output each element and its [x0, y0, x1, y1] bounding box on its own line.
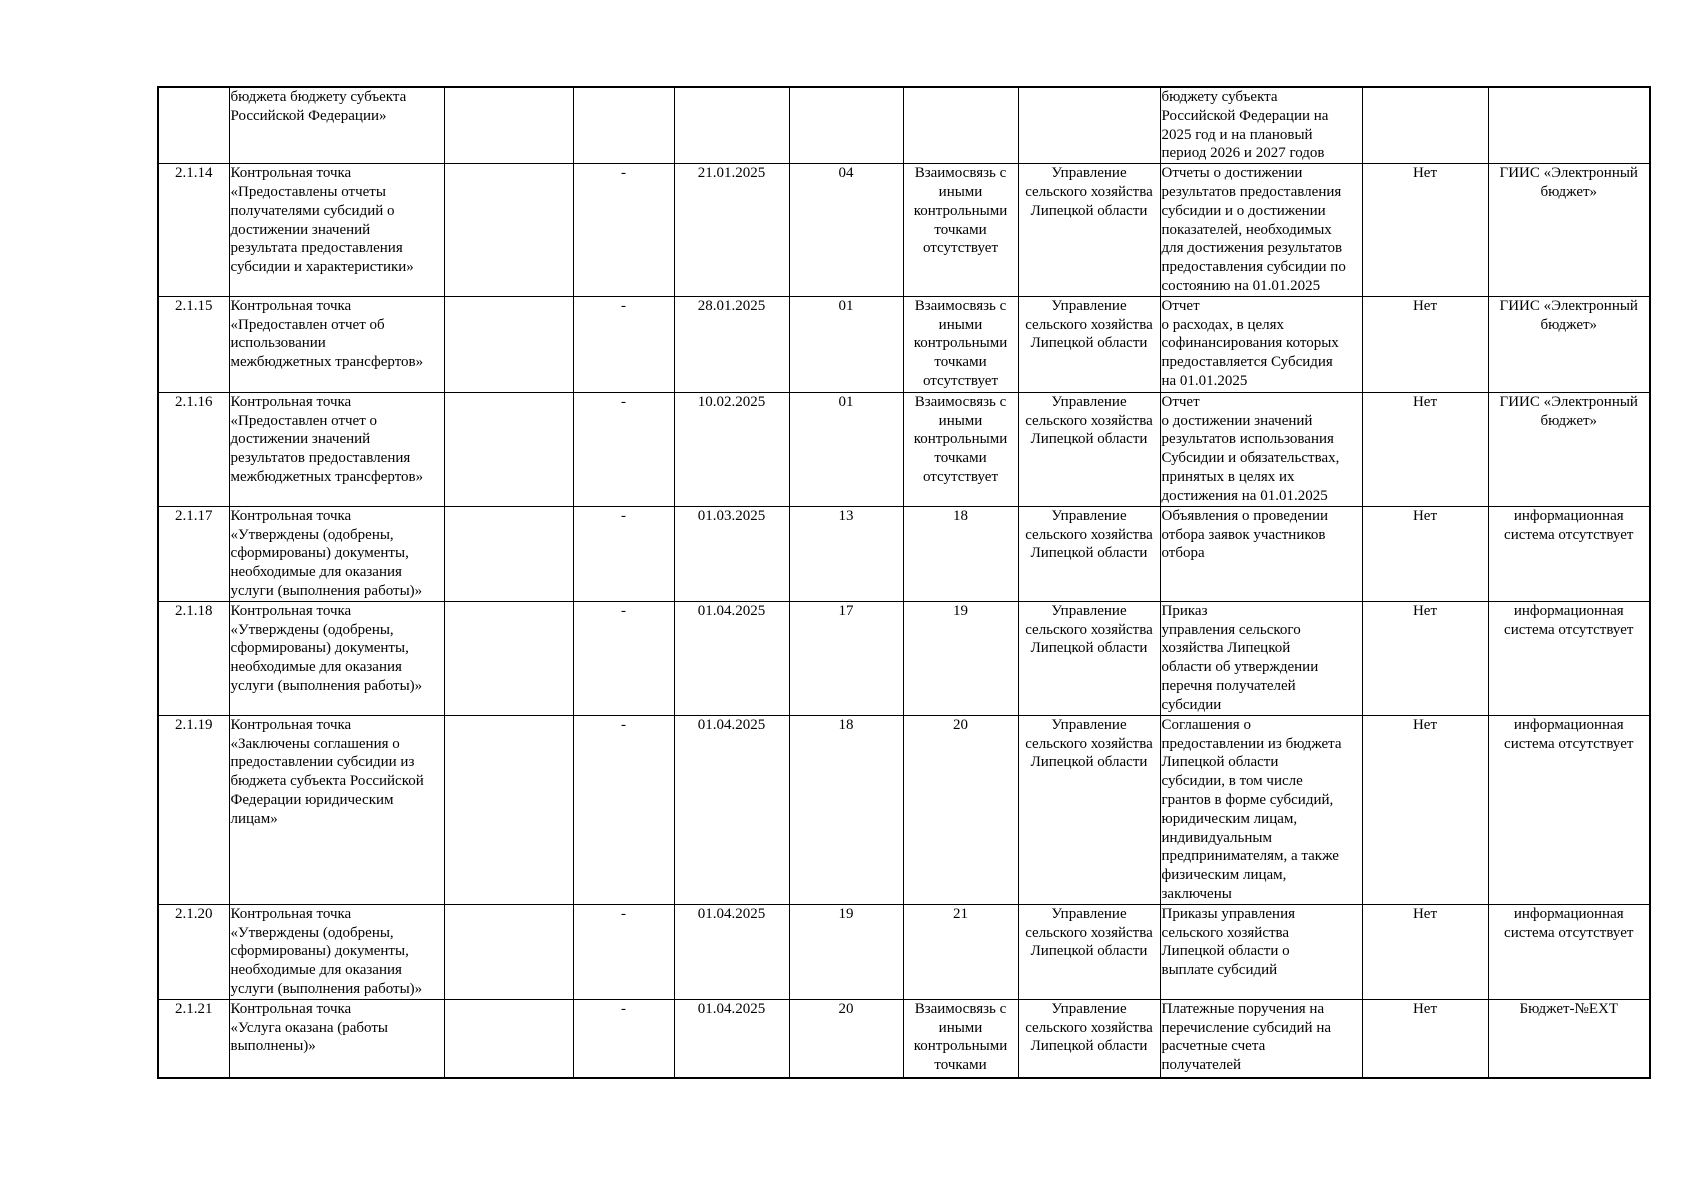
table-row [158, 296, 1650, 392]
predecessor: 04 [789, 164, 903, 297]
control-points-table [157, 86, 1651, 1079]
responsible: Управление сельского хозяйства Липецкой области [1018, 715, 1160, 904]
predecessor: 17 [789, 601, 903, 715]
table-body [158, 87, 1650, 1078]
dash-cell [573, 87, 674, 164]
responsible: Управление сельского хозяйства Липецкой области [1018, 296, 1160, 392]
table-row [158, 999, 1650, 1078]
flag: Нет [1362, 904, 1488, 999]
empty-cell [444, 904, 573, 999]
flag: Нет [1362, 164, 1488, 297]
due-date [674, 87, 789, 164]
row-number: 2.1.21 [158, 999, 229, 1078]
empty-cell [444, 999, 573, 1078]
flag: Нет [1362, 506, 1488, 601]
table-row [158, 164, 1650, 297]
flag: Нет [1362, 392, 1488, 506]
successor: Взаимосвязь с иными контрольными точками отсутствует [903, 392, 1018, 506]
successor: 20 [903, 715, 1018, 904]
flag: Нет [1362, 715, 1488, 904]
dash-cell: - [573, 601, 674, 715]
document-type: Соглашения о предоставлении из бюджета Липецкой области субсидии, в том числе грантов в форме субсидий, юридическим лицам, индивидуальным предпринимателям, а также физическим лицам, заключены [1160, 715, 1362, 904]
successor: Взаимосвязь с иными контрольными точками отсутствует [903, 296, 1018, 392]
empty-cell [444, 601, 573, 715]
document-type: бюджету субъекта Российской Федерации на 2025 год и на плановый период 2026 и 2027 годов [1160, 87, 1362, 164]
flag: Нет [1362, 999, 1488, 1078]
due-date: 01.04.2025 [674, 601, 789, 715]
empty-cell [444, 506, 573, 601]
responsible: Управление сельского хозяйства Липецкой области [1018, 999, 1160, 1078]
table-row [158, 601, 1650, 715]
control-point-name: Контрольная точка «Утверждены (одобрены, сформированы) документы, необходимые для оказания услуги (выполнения работы)» [229, 904, 444, 999]
responsible: Управление сельского хозяйства Липецкой области [1018, 506, 1160, 601]
document-type: Приказы управления сельского хозяйства Липецкой области о выплате субсидий [1160, 904, 1362, 999]
row-number: 2.1.16 [158, 392, 229, 506]
due-date: 01.04.2025 [674, 999, 789, 1078]
document-type: Отчет о достижении значений результатов использования Субсидии и обязательствах, принятых в целях их достижения на 01.01.2025 [1160, 392, 1362, 506]
control-point-name: Контрольная точка «Предоставлены отчеты получателями субсидий о достижении значений результата предоставления субсидии и характеристики» [229, 164, 444, 297]
table-row [158, 87, 1650, 164]
information-system: информационная система отсутствует [1488, 715, 1650, 904]
successor: Взаимосвязь с иными контрольными точками отсутствует [903, 164, 1018, 297]
flag [1362, 87, 1488, 164]
row-number: 2.1.19 [158, 715, 229, 904]
row-number: 2.1.20 [158, 904, 229, 999]
information-system: ГИИС «Электронный бюджет» [1488, 392, 1650, 506]
due-date: 10.02.2025 [674, 392, 789, 506]
empty-cell [444, 715, 573, 904]
due-date: 21.01.2025 [674, 164, 789, 297]
empty-cell [444, 164, 573, 297]
predecessor: 13 [789, 506, 903, 601]
document-type: Отчеты о достижении результатов предоставления субсидии и о достижении показателей, необходимых для достижения результатов предоставления субсидии по состоянию на 01.01.2025 [1160, 164, 1362, 297]
information-system: информационная система отсутствует [1488, 601, 1650, 715]
predecessor: 01 [789, 392, 903, 506]
flag: Нет [1362, 296, 1488, 392]
control-point-name: Контрольная точка «Заключены соглашения о предоставлении субсидии из бюджета субъекта Российской Федерации юридическим лицам» [229, 715, 444, 904]
predecessor: 20 [789, 999, 903, 1078]
control-point-name: Контрольная точка «Предоставлен отчет о достижении значений результатов предоставления межбюджетных трансфертов» [229, 392, 444, 506]
control-point-name: бюджета бюджету субъекта Российской Федерации» [229, 87, 444, 164]
responsible [1018, 87, 1160, 164]
dash-cell: - [573, 164, 674, 297]
predecessor: 18 [789, 715, 903, 904]
control-point-name: Контрольная точка «Утверждены (одобрены, сформированы) документы, необходимые для оказания услуги (выполнения работы)» [229, 601, 444, 715]
responsible: Управление сельского хозяйства Липецкой области [1018, 904, 1160, 999]
table-row [158, 715, 1650, 904]
document-type: Приказ управления сельского хозяйства Липецкой области об утверждении перечня получателей субсидии [1160, 601, 1362, 715]
information-system: информационная система отсутствует [1488, 904, 1650, 999]
predecessor: 01 [789, 296, 903, 392]
dash-cell: - [573, 296, 674, 392]
row-number [158, 87, 229, 164]
dash-cell: - [573, 392, 674, 506]
row-number: 2.1.17 [158, 506, 229, 601]
dash-cell: - [573, 904, 674, 999]
flag: Нет [1362, 601, 1488, 715]
predecessor [789, 87, 903, 164]
successor [903, 87, 1018, 164]
predecessor: 19 [789, 904, 903, 999]
successor: Взаимосвязь с иными контрольными точками [903, 999, 1018, 1078]
document-type: Объявления о проведении отбора заявок участников отбора [1160, 506, 1362, 601]
control-point-name: Контрольная точка «Утверждены (одобрены, сформированы) документы, необходимые для оказания услуги (выполнения работы)» [229, 506, 444, 601]
responsible: Управление сельского хозяйства Липецкой области [1018, 164, 1160, 297]
control-point-name: Контрольная точка «Услуга оказана (работы выполнены)» [229, 999, 444, 1078]
information-system [1488, 87, 1650, 164]
document-type: Платежные поручения на перечисление субсидий на расчетные счета получателей [1160, 999, 1362, 1078]
dash-cell: - [573, 715, 674, 904]
information-system: ГИИС «Электронный бюджет» [1488, 296, 1650, 392]
information-system: ГИИС «Электронный бюджет» [1488, 164, 1650, 297]
row-number: 2.1.18 [158, 601, 229, 715]
due-date: 28.01.2025 [674, 296, 789, 392]
dash-cell: - [573, 506, 674, 601]
information-system: Бюджет-№EXT [1488, 999, 1650, 1078]
empty-cell [444, 87, 573, 164]
empty-cell [444, 296, 573, 392]
table-row [158, 904, 1650, 999]
control-point-name: Контрольная точка «Предоставлен отчет об использовании межбюджетных трансфертов» [229, 296, 444, 392]
empty-cell [444, 392, 573, 506]
responsible: Управление сельского хозяйства Липецкой области [1018, 601, 1160, 715]
due-date: 01.04.2025 [674, 904, 789, 999]
document-type: Отчет о расходах, в целях софинансирования которых предоставляется Субсидия на 01.01.2025 [1160, 296, 1362, 392]
due-date: 01.04.2025 [674, 715, 789, 904]
dash-cell: - [573, 999, 674, 1078]
due-date: 01.03.2025 [674, 506, 789, 601]
table-row [158, 506, 1650, 601]
row-number: 2.1.14 [158, 164, 229, 297]
responsible: Управление сельского хозяйства Липецкой области [1018, 392, 1160, 506]
successor: 18 [903, 506, 1018, 601]
row-number: 2.1.15 [158, 296, 229, 392]
successor: 19 [903, 601, 1018, 715]
information-system: информационная система отсутствует [1488, 506, 1650, 601]
successor: 21 [903, 904, 1018, 999]
table-row [158, 392, 1650, 506]
